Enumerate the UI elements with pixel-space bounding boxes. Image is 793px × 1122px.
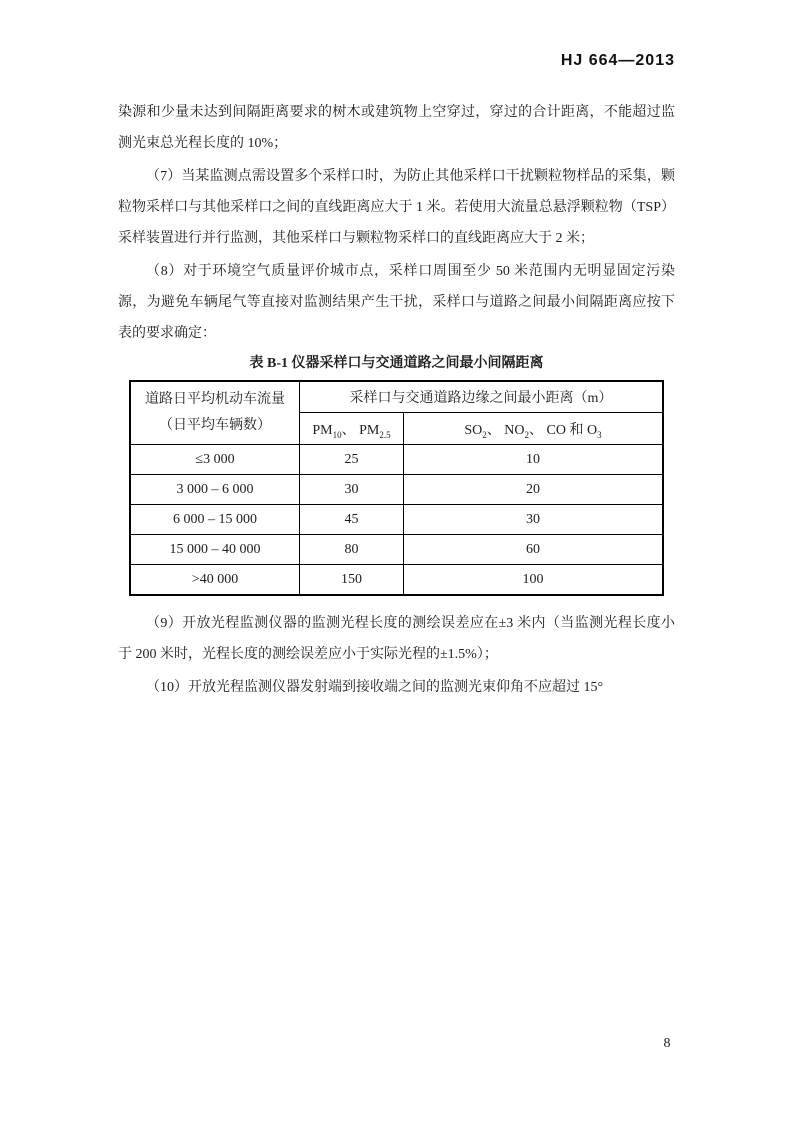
cell-pm-distance: 25 — [300, 445, 404, 475]
cell-pm-distance: 80 — [300, 535, 404, 565]
row-header-cell — [130, 381, 300, 445]
cell-traffic-volume: 6 000 – 15 000 — [130, 505, 300, 535]
paragraph-item-8: （8）对于环境空气质量评价城市点，采样口周围至少 50 米范围内无明显固定污染源，为避免车辆尾气等直接对监测结果产生干扰，采样口与道路之间最小间隔距离应按下表的要求确定： — [118, 264, 675, 341]
cell-traffic-volume: >40 000 — [130, 565, 300, 596]
subheader-gases: $SO_2$、 $NO_2$、 CO 和 $O_3$ — [404, 413, 664, 445]
table-row — [130, 445, 663, 475]
subheader-particulates: $PM_{10}$、 $PM_{2.5}$ — [300, 413, 404, 445]
cell-gas-distance: 20 — [404, 475, 664, 505]
page-content — [118, 0, 675, 705]
paragraph-continued: 染源和少量未达到间隔距离要求的树木或建筑物上空穿过，穿过的合计距离，不能超过监测光束总光程长度的 10%； — [118, 105, 675, 151]
standard-number-header: HJ 664—2013 — [560, 52, 675, 69]
paragraph-item-7: （7）当某监测点需设置多个采样口时，为防止其他采样口干扰颗粒物样品的采集，颗粒物采样口与其他采样口之间的直线距离应大于 1 米。若使用大流量总悬浮颗粒物（TSP）采样装置进行并行监测，其他采样口与颗粒物采样口的直线距离应大于 2 米； — [118, 169, 675, 246]
table-row — [130, 565, 663, 596]
cell-traffic-volume: ≤3 000 — [130, 445, 300, 475]
cell-gas-distance: 10 — [404, 445, 664, 475]
span-header-cell: 采样口与交通道路边缘之间最小距离（m） — [300, 381, 664, 413]
body-text-before-table — [118, 97, 675, 349]
cell-pm-distance: 45 — [300, 505, 404, 535]
table-row — [130, 505, 663, 535]
cell-gas-distance: 60 — [404, 535, 664, 565]
cell-traffic-volume: 3 000 – 6 000 — [130, 475, 300, 505]
cell-traffic-volume: 15 000 – 40 000 — [130, 535, 300, 565]
cell-pm-distance: 150 — [300, 565, 404, 596]
table-header-row-1 — [130, 381, 663, 413]
paragraph-item-10: （10）开放光程监测仪器发射端到接收端之间的监测光束仰角不应超过 15° — [146, 680, 604, 695]
cell-gas-distance: 30 — [404, 505, 664, 535]
distance-table — [129, 380, 664, 596]
page-number: 8 — [663, 1036, 671, 1051]
body-text-after-table — [118, 608, 675, 703]
row-header-line1: 道路日平均机动车流量 — [145, 392, 285, 407]
table-row — [130, 535, 663, 565]
table-row — [130, 475, 663, 505]
table-caption: 表 B-1 仪器采样口与交通道路之间最小间隔距离 — [249, 356, 544, 371]
paragraph-item-9: （9）开放光程监测仪器的监测光程长度的测绘误差应在±3 米内（当监测光程长度小于 200 米时，光程长度的测绘误差应小于实际光程的±1.5%）； — [118, 616, 675, 662]
row-header-line2: （日平均车辆数） — [159, 418, 271, 433]
cell-pm-distance: 30 — [300, 475, 404, 505]
cell-gas-distance: 100 — [404, 565, 664, 596]
